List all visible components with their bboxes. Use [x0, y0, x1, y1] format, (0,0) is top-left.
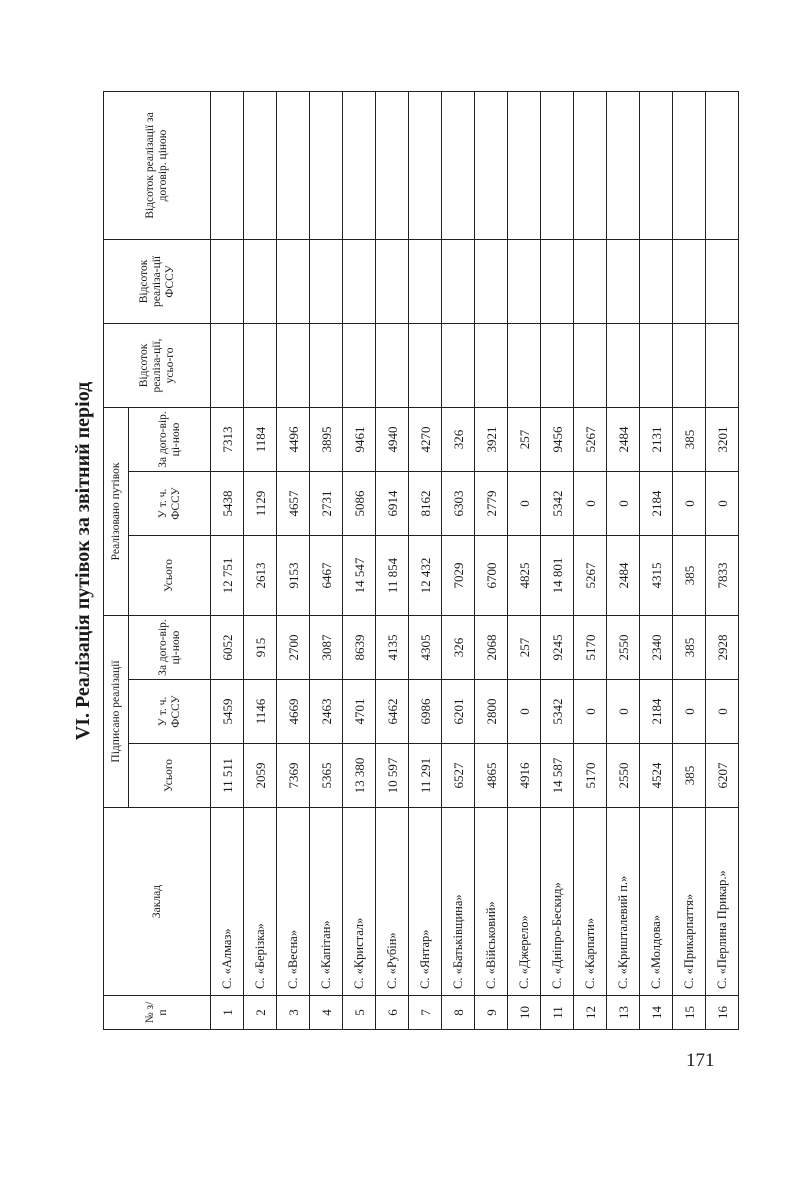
cell-p-all: 10 597: [376, 744, 409, 808]
cell-p-all: 6527: [442, 744, 475, 808]
cell-v-dog: [706, 91, 739, 239]
cell-r-fssu: 6914: [376, 472, 409, 536]
cell-name: С. «Батьківщина»: [442, 808, 475, 996]
cell-p-dog: 2340: [640, 616, 673, 680]
cell-p-fssu: 0: [706, 680, 739, 744]
cell-num: 14: [640, 996, 673, 1030]
cell-v-dog: [640, 91, 673, 239]
cell-p-fssu: 4669: [277, 680, 310, 744]
cell-v-all: [409, 323, 442, 407]
cell-v-all: [574, 323, 607, 407]
cell-p-dog: 8639: [343, 616, 376, 680]
cell-v-dog: [310, 91, 343, 239]
cell-v-dog: [541, 91, 574, 239]
table-row: [706, 91, 739, 1029]
cell-v-fssu: [277, 239, 310, 323]
cell-num: 3: [277, 996, 310, 1030]
cell-p-fssu: 2463: [310, 680, 343, 744]
cell-name: С. «Кришталевий п.»: [607, 808, 640, 996]
header-r-fssu: У т. ч. ФССУ: [129, 472, 211, 536]
cell-p-fssu: 2184: [640, 680, 673, 744]
cell-r-all: 2484: [607, 536, 640, 616]
cell-p-dog: 2700: [277, 616, 310, 680]
cell-v-all: [244, 323, 277, 407]
cell-p-fssu: 6201: [442, 680, 475, 744]
cell-r-all: 7833: [706, 536, 739, 616]
cell-v-all: [277, 323, 310, 407]
table-row: [376, 91, 409, 1029]
page-number: 171: [686, 1050, 715, 1071]
header-vidsotok-fssu: Відсоток реаліза-ції ФССУ: [104, 239, 211, 323]
cell-num: 11: [541, 996, 574, 1030]
cell-p-fssu: 4701: [343, 680, 376, 744]
cell-r-dog: 2484: [607, 407, 640, 471]
cell-name: С. «Молдова»: [640, 808, 673, 996]
cell-r-dog: 326: [442, 407, 475, 471]
cell-v-fssu: [376, 239, 409, 323]
cell-num: 2: [244, 996, 277, 1030]
cell-p-all: 2550: [607, 744, 640, 808]
cell-v-fssu: [475, 239, 508, 323]
cell-r-dog: 385: [673, 407, 706, 471]
cell-p-fssu: 2800: [475, 680, 508, 744]
cell-num: 10: [508, 996, 541, 1030]
table-row: [409, 91, 442, 1029]
table-body: [211, 91, 739, 1029]
cell-v-all: [640, 323, 673, 407]
cell-r-fssu: 0: [607, 472, 640, 536]
cell-p-fssu: 6986: [409, 680, 442, 744]
cell-r-fssu: 8162: [409, 472, 442, 536]
cell-v-all: [442, 323, 475, 407]
header-num: № з/п: [104, 996, 211, 1030]
cell-p-dog: 2068: [475, 616, 508, 680]
cell-r-all: 4825: [508, 536, 541, 616]
cell-num: 12: [574, 996, 607, 1030]
cell-r-dog: 1184: [244, 407, 277, 471]
table-row: [475, 91, 508, 1029]
cell-p-dog: 3087: [310, 616, 343, 680]
cell-v-all: [673, 323, 706, 407]
cell-v-fssu: [442, 239, 475, 323]
cell-r-all: 5267: [574, 536, 607, 616]
cell-p-all: 11 291: [409, 744, 442, 808]
cell-p-fssu: 0: [607, 680, 640, 744]
cell-p-all: 2059: [244, 744, 277, 808]
cell-num: 8: [442, 996, 475, 1030]
cell-v-fssu: [607, 239, 640, 323]
header-vidsotok-vsoho: Відсоток реаліза-ції, усьо-го: [104, 323, 211, 407]
cell-v-dog: [376, 91, 409, 239]
cell-v-fssu: [640, 239, 673, 323]
cell-p-all: 14 587: [541, 744, 574, 808]
cell-p-dog: 4135: [376, 616, 409, 680]
cell-p-dog: 2928: [706, 616, 739, 680]
cell-r-fssu: 2731: [310, 472, 343, 536]
cell-num: 16: [706, 996, 739, 1030]
cell-p-all: 4916: [508, 744, 541, 808]
cell-p-fssu: 5342: [541, 680, 574, 744]
cell-num: 7: [409, 996, 442, 1030]
vouchers-table: [103, 91, 739, 1030]
cell-v-dog: [244, 91, 277, 239]
cell-p-all: 13 380: [343, 744, 376, 808]
table-row: [574, 91, 607, 1029]
cell-p-all: 11 511: [211, 744, 244, 808]
cell-name: С. «Янтар»: [409, 808, 442, 996]
cell-num: 6: [376, 996, 409, 1030]
cell-v-dog: [475, 91, 508, 239]
table-row: [277, 91, 310, 1029]
cell-num: 5: [343, 996, 376, 1030]
table-row: [442, 91, 475, 1029]
cell-v-all: [211, 323, 244, 407]
cell-r-fssu: 2184: [640, 472, 673, 536]
header-realizovano: Реалізовано путівок: [104, 407, 129, 615]
cell-r-fssu: 0: [706, 472, 739, 536]
cell-num: 13: [607, 996, 640, 1030]
cell-r-dog: 5267: [574, 407, 607, 471]
cell-r-all: 385: [673, 536, 706, 616]
header-p-vsoho: Усього: [129, 744, 211, 808]
cell-v-dog: [508, 91, 541, 239]
cell-num: 4: [310, 996, 343, 1030]
cell-v-fssu: [343, 239, 376, 323]
cell-r-all: 9153: [277, 536, 310, 616]
cell-r-dog: 4940: [376, 407, 409, 471]
cell-r-fssu: 2779: [475, 472, 508, 536]
cell-r-dog: 7313: [211, 407, 244, 471]
cell-v-all: [475, 323, 508, 407]
table-row: [640, 91, 673, 1029]
cell-r-fssu: 5086: [343, 472, 376, 536]
cell-name: С. «Капітан»: [310, 808, 343, 996]
cell-p-fssu: 6462: [376, 680, 409, 744]
cell-num: 1: [211, 996, 244, 1030]
cell-r-all: 12 751: [211, 536, 244, 616]
cell-v-fssu: [409, 239, 442, 323]
table-row: [508, 91, 541, 1029]
cell-v-all: [607, 323, 640, 407]
cell-name: С. «Військовий»: [475, 808, 508, 996]
cell-v-fssu: [673, 239, 706, 323]
header-vidsotok-dohovir: Відсоток реалізації за договір. ціною: [104, 91, 211, 239]
cell-v-dog: [607, 91, 640, 239]
table-row: [244, 91, 277, 1029]
cell-v-fssu: [541, 239, 574, 323]
cell-r-all: 12 432: [409, 536, 442, 616]
header-p-fssu: У т. ч. ФССУ: [129, 680, 211, 744]
cell-p-dog: 385: [673, 616, 706, 680]
cell-p-fssu: 0: [574, 680, 607, 744]
cell-r-all: 11 854: [376, 536, 409, 616]
cell-name: С. «Алмаз»: [211, 808, 244, 996]
cell-p-all: 7369: [277, 744, 310, 808]
cell-v-dog: [673, 91, 706, 239]
cell-r-all: 2613: [244, 536, 277, 616]
cell-r-fssu: 6303: [442, 472, 475, 536]
page-title: VI. Реалізація путівок за звітний період: [72, 381, 94, 741]
cell-v-fssu: [706, 239, 739, 323]
cell-v-fssu: [310, 239, 343, 323]
cell-r-fssu: 5342: [541, 472, 574, 536]
cell-r-dog: 9456: [541, 407, 574, 471]
cell-p-dog: 326: [442, 616, 475, 680]
cell-v-all: [541, 323, 574, 407]
cell-r-all: 6467: [310, 536, 343, 616]
cell-v-dog: [574, 91, 607, 239]
cell-p-fssu: 0: [508, 680, 541, 744]
cell-r-dog: 9461: [343, 407, 376, 471]
cell-r-fssu: 0: [508, 472, 541, 536]
cell-v-all: [376, 323, 409, 407]
cell-name: С. «Берізка»: [244, 808, 277, 996]
cell-p-dog: 6052: [211, 616, 244, 680]
cell-r-dog: 257: [508, 407, 541, 471]
header-pidpysano: Підписано реалізації: [104, 616, 129, 808]
cell-p-all: 5170: [574, 744, 607, 808]
cell-r-all: 14 547: [343, 536, 376, 616]
cell-v-dog: [343, 91, 376, 239]
cell-v-fssu: [244, 239, 277, 323]
cell-p-dog: 5170: [574, 616, 607, 680]
cell-v-all: [343, 323, 376, 407]
cell-num: 15: [673, 996, 706, 1030]
cell-p-dog: 257: [508, 616, 541, 680]
cell-name: С. «Весна»: [277, 808, 310, 996]
table-row: [607, 91, 640, 1029]
cell-p-dog: 915: [244, 616, 277, 680]
cell-v-fssu: [574, 239, 607, 323]
cell-r-all: 14 801: [541, 536, 574, 616]
cell-p-dog: 2550: [607, 616, 640, 680]
cell-p-all: 6207: [706, 744, 739, 808]
cell-r-all: 7029: [442, 536, 475, 616]
cell-p-fssu: 5459: [211, 680, 244, 744]
cell-p-all: 4524: [640, 744, 673, 808]
cell-v-dog: [211, 91, 244, 239]
cell-name: С. «Карпати»: [574, 808, 607, 996]
cell-r-dog: 4270: [409, 407, 442, 471]
cell-r-dog: 3921: [475, 407, 508, 471]
cell-name: С. «Перлина Прикар.»: [706, 808, 739, 996]
cell-p-fssu: 1146: [244, 680, 277, 744]
cell-num: 9: [475, 996, 508, 1030]
table-row: [541, 91, 574, 1029]
cell-v-fssu: [211, 239, 244, 323]
cell-v-all: [508, 323, 541, 407]
cell-p-all: 5365: [310, 744, 343, 808]
cell-name: С. «Кристал»: [343, 808, 376, 996]
cell-r-dog: 2131: [640, 407, 673, 471]
header-r-dohovir: За дого-вір. ці-ною: [129, 407, 211, 471]
cell-name: С. «Дніпро-Бескид»: [541, 808, 574, 996]
cell-v-dog: [277, 91, 310, 239]
cell-p-all: 4865: [475, 744, 508, 808]
cell-p-all: 385: [673, 744, 706, 808]
table-row: [310, 91, 343, 1029]
cell-r-dog: 3201: [706, 407, 739, 471]
cell-v-fssu: [508, 239, 541, 323]
cell-v-all: [706, 323, 739, 407]
cell-p-dog: 4305: [409, 616, 442, 680]
rotated-page-content: [63, 92, 730, 1030]
cell-name: С. «Прикарпаття»: [673, 808, 706, 996]
cell-v-all: [310, 323, 343, 407]
cell-r-fssu: 1129: [244, 472, 277, 536]
cell-r-fssu: 5438: [211, 472, 244, 536]
header-r-vsoho: Усього: [129, 536, 211, 616]
cell-r-all: 4315: [640, 536, 673, 616]
cell-name: С. «Джерело»: [508, 808, 541, 996]
cell-r-fssu: 0: [574, 472, 607, 536]
table-row: [211, 91, 244, 1029]
table-row: [673, 91, 706, 1029]
cell-r-fssu: 4657: [277, 472, 310, 536]
cell-r-fssu: 0: [673, 472, 706, 536]
table-row: [343, 91, 376, 1029]
header-zaklad: Заклад: [104, 808, 211, 996]
cell-p-fssu: 0: [673, 680, 706, 744]
cell-v-dog: [409, 91, 442, 239]
cell-p-dog: 9245: [541, 616, 574, 680]
header-p-dohovir: За дого-вір. ці-ною: [129, 616, 211, 680]
cell-v-dog: [442, 91, 475, 239]
cell-name: С. «Рубін»: [376, 808, 409, 996]
cell-r-dog: 3895: [310, 407, 343, 471]
cell-r-dog: 4496: [277, 407, 310, 471]
cell-r-all: 6700: [475, 536, 508, 616]
